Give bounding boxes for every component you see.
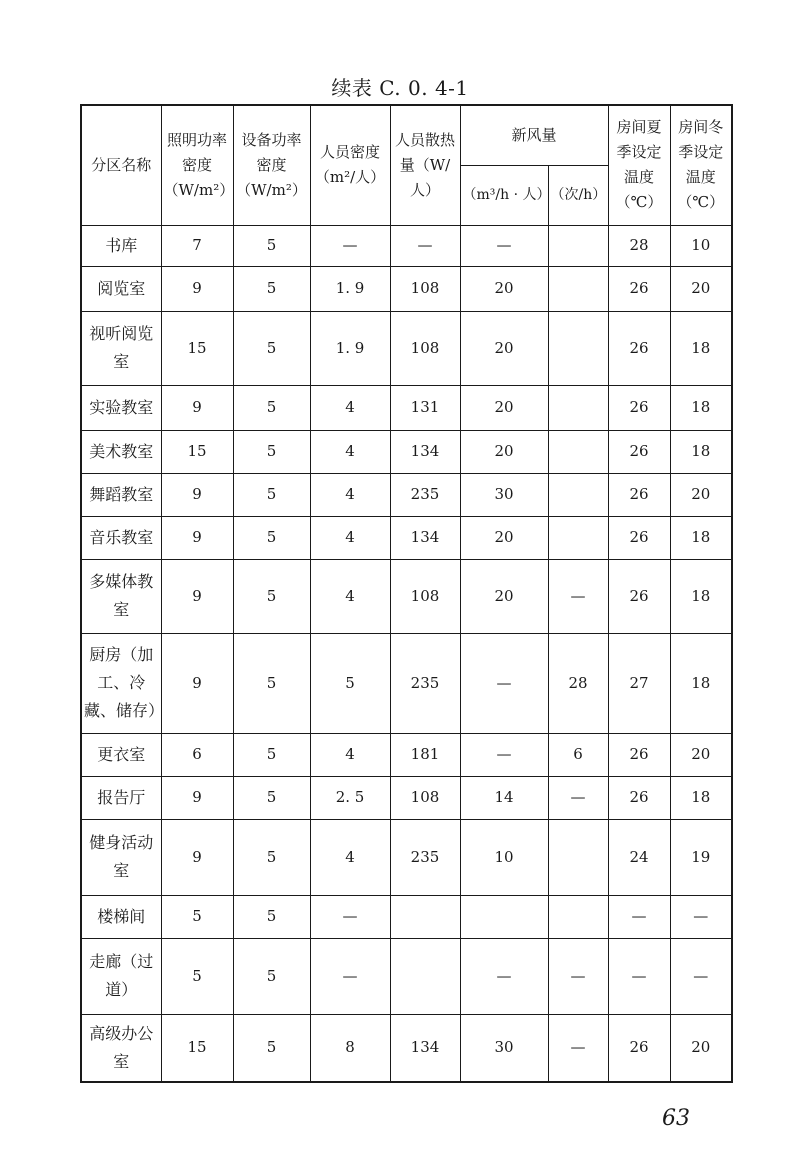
cell-equipment: 5	[233, 385, 310, 430]
cell-air-ach	[548, 516, 608, 559]
cell-air-ach	[548, 225, 608, 266]
cell-zone-name: 音乐教室	[81, 516, 161, 559]
cell-lighting: 9	[161, 385, 233, 430]
cell-equipment: 5	[233, 311, 310, 385]
cell-heat: —	[390, 225, 460, 266]
cell-lighting: 5	[161, 938, 233, 1014]
cell-winter-temp: 10	[670, 225, 732, 266]
cell-zone-name: 健身活动室	[81, 819, 161, 895]
cell-zone-name: 美术教室	[81, 430, 161, 473]
cell-winter-temp: 20	[670, 266, 732, 311]
cell-air-ach: —	[548, 938, 608, 1014]
cell-air-ach: 6	[548, 733, 608, 776]
table-row	[81, 430, 732, 473]
header-winter-temp: 房间冬季设定温度（℃）	[670, 105, 732, 225]
cell-air-ach	[548, 266, 608, 311]
cell-zone-name: 走廊（过道）	[81, 938, 161, 1014]
cell-zone-name: 楼梯间	[81, 895, 161, 938]
table-caption: 续表 C. 0. 4-1	[331, 76, 469, 100]
cell-heat: 108	[390, 311, 460, 385]
cell-zone-name: 更衣室	[81, 733, 161, 776]
cell-summer-temp: 26	[608, 776, 670, 819]
cell-lighting: 9	[161, 266, 233, 311]
cell-air-per-person: —	[460, 633, 548, 733]
header-fresh-air-per-person: （m³/h · 人）	[460, 165, 548, 225]
cell-equipment: 5	[233, 633, 310, 733]
cell-density: 4	[310, 473, 390, 516]
cell-summer-temp: 26	[608, 430, 670, 473]
cell-lighting: 15	[161, 430, 233, 473]
cell-lighting: 9	[161, 559, 233, 633]
cell-zone-name: 厨房（加工、冷藏、储存）	[81, 633, 161, 733]
cell-winter-temp: —	[670, 938, 732, 1014]
cell-air-per-person: 20	[460, 559, 548, 633]
cell-air-ach	[548, 311, 608, 385]
cell-summer-temp: 26	[608, 385, 670, 430]
cell-equipment: 5	[233, 430, 310, 473]
cell-heat	[390, 938, 460, 1014]
cell-summer-temp: 24	[608, 819, 670, 895]
cell-air-per-person	[460, 895, 548, 938]
cell-summer-temp: 26	[608, 311, 670, 385]
cell-zone-name: 视听阅览室	[81, 311, 161, 385]
cell-heat: 134	[390, 1014, 460, 1082]
cell-density: 4	[310, 819, 390, 895]
header-fresh-air: 新风量	[460, 105, 608, 165]
cell-air-ach: —	[548, 1014, 608, 1082]
cell-summer-temp: 26	[608, 473, 670, 516]
table-row	[81, 311, 732, 385]
table-row	[81, 559, 732, 633]
cell-heat: 181	[390, 733, 460, 776]
table-row	[81, 733, 732, 776]
header-heat-gain: 人员散热量（W/人）	[390, 105, 460, 225]
cell-density: 4	[310, 733, 390, 776]
cell-heat: 108	[390, 266, 460, 311]
cell-equipment: 5	[233, 819, 310, 895]
cell-winter-temp: 18	[670, 633, 732, 733]
cell-summer-temp: 26	[608, 266, 670, 311]
cell-equipment: 5	[233, 473, 310, 516]
cell-density: 4	[310, 516, 390, 559]
cell-winter-temp: 20	[670, 473, 732, 516]
header-fresh-air-ach: （次/h）	[548, 165, 608, 225]
cell-heat: 108	[390, 559, 460, 633]
table-row	[81, 473, 732, 516]
cell-heat: 134	[390, 516, 460, 559]
table-row	[81, 266, 732, 311]
cell-density: 4	[310, 430, 390, 473]
cell-air-ach: —	[548, 776, 608, 819]
cell-summer-temp: 26	[608, 516, 670, 559]
cell-lighting: 9	[161, 819, 233, 895]
cell-heat: 131	[390, 385, 460, 430]
cell-heat: 235	[390, 633, 460, 733]
cell-air-per-person: 30	[460, 1014, 548, 1082]
cell-air-per-person: 14	[460, 776, 548, 819]
header-equipment-density: 设备功率密度（W/m²）	[233, 105, 310, 225]
cell-summer-temp: 26	[608, 1014, 670, 1082]
cell-air-ach	[548, 819, 608, 895]
cell-equipment: 5	[233, 895, 310, 938]
cell-equipment: 5	[233, 938, 310, 1014]
table-row	[81, 516, 732, 559]
cell-heat: 134	[390, 430, 460, 473]
cell-heat: 108	[390, 776, 460, 819]
cell-lighting: 9	[161, 473, 233, 516]
cell-air-per-person: —	[460, 938, 548, 1014]
cell-summer-temp: 27	[608, 633, 670, 733]
cell-zone-name: 舞蹈教室	[81, 473, 161, 516]
cell-zone-name: 书库	[81, 225, 161, 266]
table-row	[81, 225, 732, 266]
cell-summer-temp: —	[608, 938, 670, 1014]
cell-winter-temp: 18	[670, 559, 732, 633]
cell-density: 8	[310, 1014, 390, 1082]
cell-winter-temp: 18	[670, 385, 732, 430]
cell-air-per-person: —	[460, 733, 548, 776]
cell-air-per-person: —	[460, 225, 548, 266]
cell-density: —	[310, 225, 390, 266]
cell-density: 5	[310, 633, 390, 733]
cell-heat	[390, 895, 460, 938]
cell-air-ach	[548, 895, 608, 938]
cell-density: —	[310, 938, 390, 1014]
cell-zone-name: 多媒体教室	[81, 559, 161, 633]
cell-winter-temp: 18	[670, 516, 732, 559]
parameter-table	[80, 104, 733, 1083]
cell-winter-temp: 18	[670, 776, 732, 819]
table-body	[81, 225, 732, 1082]
cell-air-ach	[548, 430, 608, 473]
table-row	[81, 819, 732, 895]
cell-air-per-person: 20	[460, 430, 548, 473]
cell-lighting: 7	[161, 225, 233, 266]
cell-equipment: 5	[233, 266, 310, 311]
cell-air-per-person: 20	[460, 516, 548, 559]
cell-summer-temp: 26	[608, 559, 670, 633]
cell-winter-temp: 20	[670, 733, 732, 776]
cell-equipment: 5	[233, 1014, 310, 1082]
cell-equipment: 5	[233, 559, 310, 633]
cell-winter-temp: 18	[670, 430, 732, 473]
cell-density: 2. 5	[310, 776, 390, 819]
cell-air-per-person: 20	[460, 266, 548, 311]
cell-winter-temp: 18	[670, 311, 732, 385]
cell-density: 1. 9	[310, 266, 390, 311]
cell-density: 4	[310, 559, 390, 633]
cell-density: —	[310, 895, 390, 938]
cell-air-ach	[548, 385, 608, 430]
cell-lighting: 5	[161, 895, 233, 938]
cell-equipment: 5	[233, 733, 310, 776]
cell-air-per-person: 20	[460, 385, 548, 430]
header-zone-name: 分区名称	[81, 105, 161, 225]
cell-summer-temp: 26	[608, 733, 670, 776]
cell-air-ach: 28	[548, 633, 608, 733]
cell-equipment: 5	[233, 776, 310, 819]
cell-zone-name: 报告厅	[81, 776, 161, 819]
cell-density: 1. 9	[310, 311, 390, 385]
header-occupancy-density: 人员密度（m²/人）	[310, 105, 390, 225]
page-number: 63	[662, 1106, 690, 1131]
table-row	[81, 385, 732, 430]
header-lighting-density: 照明功率密度（W/m²）	[161, 105, 233, 225]
table-row	[81, 938, 732, 1014]
cell-summer-temp: —	[608, 895, 670, 938]
cell-air-per-person: 10	[460, 819, 548, 895]
cell-summer-temp: 28	[608, 225, 670, 266]
cell-lighting: 9	[161, 633, 233, 733]
cell-zone-name: 阅览室	[81, 266, 161, 311]
cell-air-per-person: 30	[460, 473, 548, 516]
cell-heat: 235	[390, 473, 460, 516]
cell-winter-temp: 19	[670, 819, 732, 895]
cell-air-ach: —	[548, 559, 608, 633]
cell-lighting: 15	[161, 311, 233, 385]
cell-zone-name: 实验教室	[81, 385, 161, 430]
cell-zone-name: 高级办公室	[81, 1014, 161, 1082]
cell-lighting: 9	[161, 516, 233, 559]
table-row	[81, 776, 732, 819]
cell-lighting: 15	[161, 1014, 233, 1082]
table-row	[81, 1014, 732, 1082]
cell-lighting: 9	[161, 776, 233, 819]
table-row	[81, 895, 732, 938]
header-summer-temp: 房间夏季设定温度（℃）	[608, 105, 670, 225]
cell-air-per-person: 20	[460, 311, 548, 385]
cell-density: 4	[310, 385, 390, 430]
table-row	[81, 633, 732, 733]
cell-air-ach	[548, 473, 608, 516]
cell-lighting: 6	[161, 733, 233, 776]
cell-equipment: 5	[233, 225, 310, 266]
cell-heat: 235	[390, 819, 460, 895]
cell-equipment: 5	[233, 516, 310, 559]
cell-winter-temp: 20	[670, 1014, 732, 1082]
cell-winter-temp: —	[670, 895, 732, 938]
